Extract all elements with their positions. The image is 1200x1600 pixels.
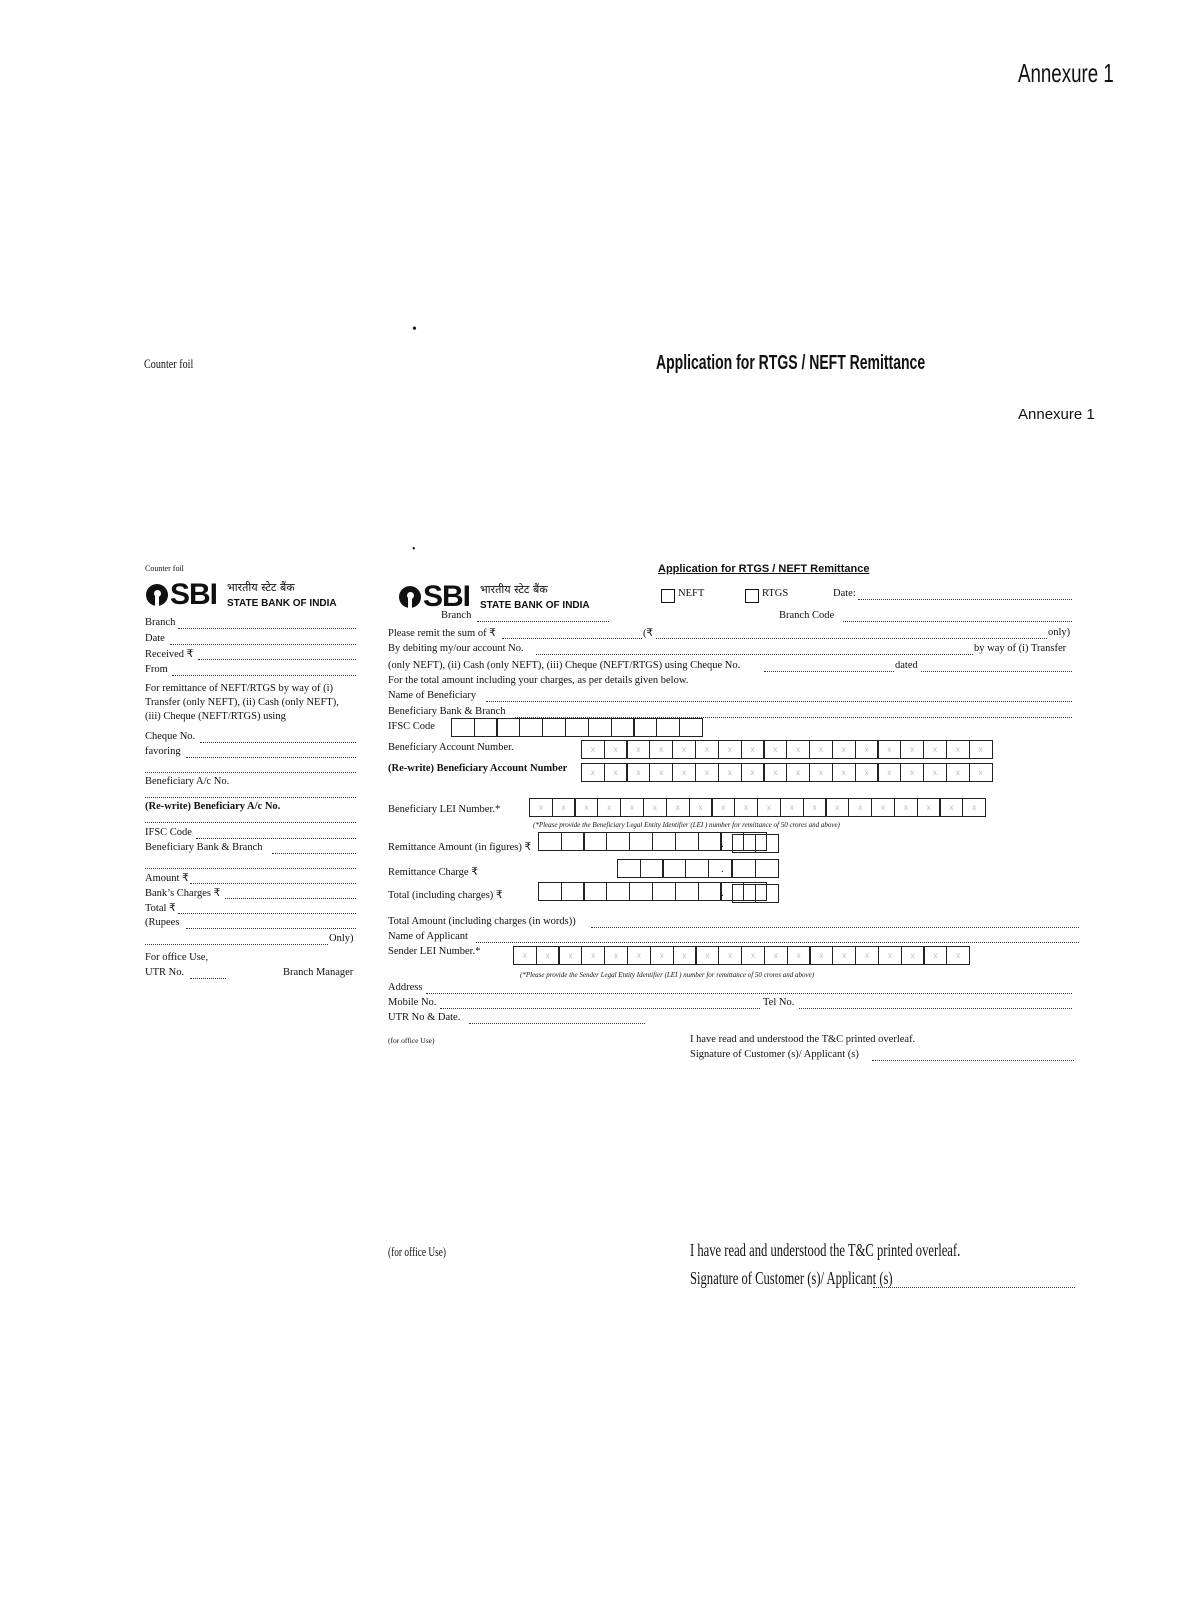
foil-rupees-field-2[interactable]	[145, 944, 328, 945]
input-box[interactable]	[698, 882, 722, 901]
input-box[interactable]: x	[939, 798, 963, 817]
foil-office-use-label: For office Use,	[145, 952, 209, 963]
sbi-keyhole-icon	[399, 586, 421, 608]
foil-ifsc-label: IFSC Code	[145, 827, 192, 838]
foil-amount-field[interactable]	[190, 883, 356, 884]
foil-branch-manager-label: Branch Manager	[283, 967, 354, 978]
beneficiary-lei-label: Beneficiary LEI Number.*	[388, 804, 501, 815]
input-box[interactable]	[542, 718, 566, 737]
input-box[interactable]: x	[649, 740, 673, 759]
input-box[interactable]: x	[757, 798, 781, 817]
input-box[interactable]	[496, 718, 520, 737]
foil-cheque-field[interactable]	[200, 742, 356, 743]
input-box[interactable]: x	[718, 740, 742, 759]
input-box[interactable]	[656, 718, 680, 737]
foil-rewrite-ac-field[interactable]	[145, 822, 356, 823]
input-box[interactable]: x	[513, 946, 537, 965]
input-box[interactable]: x	[878, 946, 902, 965]
signature-label: Signature of Customer (s)/ Applicant (s)	[690, 1049, 859, 1060]
input-box[interactable]	[611, 718, 635, 737]
annexure-heading: Annexure 1	[1018, 406, 1095, 423]
beneficiary-account-label: Beneficiary Account Number.	[388, 742, 514, 753]
input-box[interactable]: x	[787, 946, 811, 965]
total-charges-label: Total (including charges) ₹	[388, 890, 503, 901]
input-box[interactable]: x	[764, 946, 788, 965]
input-box[interactable]	[561, 832, 585, 851]
input-box[interactable]	[561, 882, 585, 901]
input-box[interactable]: x	[741, 763, 765, 782]
input-box[interactable]: x	[741, 740, 765, 759]
input-box[interactable]: x	[832, 763, 856, 782]
mobile-field[interactable]	[440, 1008, 760, 1009]
input-box[interactable]: x	[946, 946, 970, 965]
office-use-label-big: (for office Use)	[388, 1244, 447, 1259]
beneficiary-name-label: Name of Beneficiary	[388, 690, 477, 701]
remit-only-label: only)	[1048, 627, 1071, 638]
input-box[interactable]: x	[832, 740, 856, 759]
input-box[interactable]	[474, 718, 498, 737]
input-box[interactable]	[538, 832, 562, 851]
foil-charges-field[interactable]	[225, 898, 356, 899]
input-box[interactable]	[732, 884, 756, 903]
form-title-big: Application for RTGS / NEFT Remittance	[656, 352, 926, 374]
sbi-wordmark: SBI	[170, 577, 218, 611]
input-box[interactable]: x	[558, 946, 582, 965]
input-box[interactable]: x	[901, 946, 925, 965]
input-box[interactable]	[675, 882, 699, 901]
sender-lei-note: (*Please provide the Sender Legal Entity Identifier (LEI ) number for remittance of 50 crores and above)	[520, 971, 815, 979]
input-box[interactable]	[583, 882, 607, 901]
foil-ben-ac-field[interactable]	[145, 797, 356, 798]
sbi-logo-foil	[146, 577, 337, 611]
foil-branch-field[interactable]	[178, 628, 356, 629]
input-box[interactable]	[565, 718, 589, 737]
tel-label: Tel No.	[763, 997, 795, 1008]
input-box[interactable]: x	[650, 946, 674, 965]
input-box[interactable]: x	[673, 946, 697, 965]
input-box[interactable]	[451, 718, 475, 737]
input-box[interactable]: x	[604, 740, 628, 759]
input-box[interactable]: x	[923, 946, 947, 965]
input-box[interactable]: x	[962, 798, 986, 817]
foil-date-label: Date	[145, 633, 165, 644]
rtgs-checkbox[interactable]	[745, 589, 759, 603]
foil-date-field[interactable]	[170, 644, 356, 645]
input-box[interactable]	[685, 859, 709, 878]
cheque-number-field[interactable]	[764, 671, 894, 672]
total-note: For the total amount including your charges, as per details given below.	[388, 675, 689, 686]
bank-name-hindi: भारतीय स्टेट बैंक	[227, 581, 295, 594]
foil-rupees-label: (Rupees	[145, 917, 180, 928]
input-box[interactable]: x	[695, 946, 719, 965]
input-box[interactable]: x	[923, 763, 947, 782]
input-box[interactable]	[675, 832, 699, 851]
foil-rupees-field[interactable]	[186, 928, 356, 929]
foil-total-field[interactable]	[178, 913, 356, 914]
sender-lei-label: Sender LEI Number.*	[388, 946, 481, 957]
bullet-top: •	[412, 322, 417, 337]
input-box[interactable]: x	[894, 798, 918, 817]
neft-label: NEFT	[678, 588, 705, 599]
foil-remit-text-1: For remittance of NEFT/RTGS by way of (i)	[145, 683, 334, 694]
foil-favoring-label: favoring	[145, 746, 181, 757]
input-box[interactable]	[583, 832, 607, 851]
input-box[interactable]: x	[552, 798, 576, 817]
input-box[interactable]: x	[809, 740, 833, 759]
neft-checkbox[interactable]	[661, 589, 675, 603]
input-box[interactable]	[755, 834, 779, 853]
bullet-mid: •	[412, 544, 416, 555]
address-field[interactable]	[426, 993, 1072, 994]
foil-from-label: From	[145, 664, 168, 675]
input-box[interactable]: x	[855, 763, 879, 782]
input-box[interactable]: x	[711, 798, 735, 817]
foil-ben-ac-label: Beneficiary A/c No.	[145, 776, 230, 787]
foil-favoring-field-2[interactable]	[145, 772, 356, 773]
input-box[interactable]: x	[969, 763, 993, 782]
input-box[interactable]: x	[900, 763, 924, 782]
bank-name-hindi: भारतीय स्टेट बैंक	[480, 583, 548, 596]
input-box[interactable]: x	[604, 946, 628, 965]
total-charges-paise-boxes[interactable]	[733, 884, 779, 903]
signature-field[interactable]	[872, 1060, 1074, 1061]
tc-statement: I have read and understood the T&C printed overleaf.	[690, 1034, 916, 1045]
foil-received-label: Received ₹	[145, 649, 194, 660]
input-box[interactable]: x	[620, 798, 644, 817]
annexure-heading-top: Annexure 1	[1018, 58, 1114, 88]
tel-field[interactable]	[799, 1008, 1072, 1009]
foil-total-label: Total ₹	[145, 903, 176, 914]
remit-sum-field[interactable]	[502, 638, 642, 639]
foil-bank-branch-label: Beneficiary Bank & Branch	[145, 842, 263, 853]
input-box[interactable]: x	[946, 740, 970, 759]
remit-sum-label: Please remit the sum of ₹	[388, 628, 496, 639]
input-box[interactable]: x	[529, 798, 553, 817]
input-box[interactable]: x	[597, 798, 621, 817]
foil-charges-label: Bank’s Charges ₹	[145, 888, 221, 899]
input-box[interactable]: x	[536, 946, 560, 965]
input-box[interactable]: x	[803, 798, 827, 817]
remit-sum-words-field[interactable]	[656, 638, 1047, 639]
input-box[interactable]	[652, 882, 676, 901]
branch-field[interactable]	[477, 621, 609, 622]
utr-label: UTR No & Date.	[388, 1012, 461, 1023]
sbi-wordmark: SBI	[423, 579, 471, 613]
input-box[interactable]: x	[626, 740, 650, 759]
tc-statement-big: I have read and understood the T&C printed overleaf.	[690, 1240, 961, 1260]
sbi-keyhole-icon	[146, 584, 168, 606]
utr-field[interactable]	[469, 1023, 645, 1024]
input-box[interactable]	[606, 882, 630, 901]
rewrite-account-boxes[interactable]	[582, 763, 993, 782]
input-box[interactable]	[755, 859, 779, 878]
beneficiary-name-field[interactable]	[486, 701, 1072, 702]
input-box[interactable]: x	[649, 763, 673, 782]
input-box[interactable]	[588, 718, 612, 737]
applicant-label: Name of Applicant	[388, 931, 468, 942]
modes-label: (only NEFT), (ii) Cash (only NEFT), (iii) Cheque (NEFT/RTGS) using Cheque No.	[388, 660, 741, 671]
foil-branch-label: Branch	[145, 617, 176, 628]
input-box[interactable]: x	[741, 946, 765, 965]
branch-label: Branch	[441, 610, 472, 621]
input-box[interactable]: x	[718, 763, 742, 782]
input-box[interactable]: x	[786, 763, 810, 782]
signature-label-big: Signature of Customer (s)/ Applicant (s)	[690, 1268, 893, 1288]
decimal-point: .	[721, 864, 724, 875]
input-box[interactable]: x	[825, 798, 849, 817]
branch-code-label: Branch Code	[779, 610, 835, 621]
decimal-point: .	[721, 888, 724, 899]
input-box[interactable]: x	[848, 798, 872, 817]
input-box[interactable]	[633, 718, 657, 737]
input-box[interactable]	[662, 859, 686, 878]
date-label: Date:	[833, 588, 856, 599]
foil-cheque-label: Cheque No.	[145, 731, 196, 742]
sbi-logo-main	[399, 579, 590, 613]
foil-favoring-field[interactable]	[186, 757, 356, 758]
foil-remit-text-2: Transfer (only NEFT), (ii) Cash (only NEFT),	[145, 697, 339, 708]
input-box[interactable]	[732, 834, 756, 853]
dated-label: dated	[895, 660, 918, 671]
input-box[interactable]: x	[832, 946, 856, 965]
by-way-label: by way of (i) Transfer	[974, 643, 1067, 654]
input-box[interactable]: x	[695, 763, 719, 782]
input-box[interactable]	[606, 832, 630, 851]
foil-utr-label: UTR No.	[145, 967, 185, 978]
foil-ifsc-field[interactable]	[196, 838, 356, 839]
office-use-label: (for office Use)	[388, 1036, 435, 1045]
input-box[interactable]: x	[718, 946, 742, 965]
input-box[interactable]: x	[604, 763, 628, 782]
signature-field-big[interactable]	[873, 1287, 1075, 1288]
branch-code-field[interactable]	[843, 621, 1072, 622]
input-box[interactable]: x	[581, 740, 605, 759]
date-field[interactable]	[858, 599, 1072, 600]
input-box[interactable]: x	[581, 763, 605, 782]
rewrite-account-label: (Re-write) Beneficiary Account Number	[388, 763, 568, 774]
input-box[interactable]: x	[871, 798, 895, 817]
input-box[interactable]	[629, 882, 653, 901]
foil-amount-label: Amount ₹	[145, 873, 189, 884]
remit-paren-label: (₹	[643, 628, 654, 639]
foil-rewrite-ac-label: (Re-write) Beneficiary A/c No.	[145, 801, 281, 812]
beneficiary-lei-note: (*Please provide the Beneficiary Legal Entity Identifier (LEI ) number for remittance of 50 crores and above)	[533, 821, 840, 829]
input-box[interactable]	[617, 859, 641, 878]
input-box[interactable]	[519, 718, 543, 737]
input-box[interactable]: x	[809, 763, 833, 782]
input-box[interactable]: x	[672, 763, 696, 782]
input-box[interactable]: x	[917, 798, 941, 817]
remittance-charge-boxes[interactable]	[618, 859, 732, 878]
bank-name-english: STATE BANK OF INDIA	[227, 598, 337, 609]
input-box[interactable]: x	[809, 946, 833, 965]
input-box[interactable]: x	[672, 740, 696, 759]
input-box[interactable]	[755, 884, 779, 903]
remittance-charge-label: Remittance Charge ₹	[388, 867, 478, 878]
input-box[interactable]: x	[763, 763, 787, 782]
form-title: Application for RTGS / NEFT Remittance	[658, 563, 870, 575]
input-box[interactable]: x	[581, 946, 605, 965]
input-box[interactable]	[698, 832, 722, 851]
counter-foil-label-big: Counter foil	[144, 356, 194, 371]
foil-received-field[interactable]	[198, 659, 356, 660]
debit-account-field[interactable]	[536, 654, 973, 655]
mobile-label: Mobile No.	[388, 997, 437, 1008]
counter-foil-label: Counter foil	[145, 564, 184, 573]
input-box[interactable]: x	[666, 798, 690, 817]
remittance-amount-label: Remittance Amount (in figures) ₹	[388, 842, 532, 853]
input-box[interactable]	[629, 832, 653, 851]
input-box[interactable]: x	[855, 740, 879, 759]
input-box[interactable]	[652, 832, 676, 851]
input-box[interactable]: x	[877, 740, 901, 759]
total-words-label: Total Amount (including charges (in words))	[388, 916, 576, 927]
beneficiary-bank-label: Beneficiary Bank & Branch	[388, 706, 506, 717]
debit-label: By debiting my/our account No.	[388, 643, 524, 654]
address-label: Address	[388, 982, 423, 993]
foil-from-field[interactable]	[172, 675, 356, 676]
input-box[interactable]: x	[689, 798, 713, 817]
input-box[interactable]: x	[786, 740, 810, 759]
input-box[interactable]	[679, 718, 703, 737]
input-box[interactable]	[640, 859, 664, 878]
ifsc-label: IFSC Code	[388, 721, 435, 732]
foil-only-label: Only)	[329, 933, 354, 944]
input-box[interactable]	[732, 859, 756, 878]
input-box[interactable]: x	[780, 798, 804, 817]
input-box[interactable]: x	[969, 740, 993, 759]
beneficiary-lei-boxes[interactable]	[530, 798, 986, 817]
foil-bank-branch-field-2[interactable]	[145, 868, 356, 869]
beneficiary-account-boxes[interactable]	[582, 740, 993, 759]
input-box[interactable]: x	[574, 798, 598, 817]
input-box[interactable]: x	[627, 946, 651, 965]
input-box[interactable]: x	[626, 763, 650, 782]
rtgs-label: RTGS	[762, 588, 789, 599]
remittance-charge-paise-boxes[interactable]	[733, 859, 779, 878]
cheque-date-field[interactable]	[921, 671, 1072, 672]
input-box[interactable]: x	[855, 946, 879, 965]
foil-bank-branch-field[interactable]	[272, 853, 356, 854]
applicant-field[interactable]	[476, 942, 1079, 943]
foil-remit-text-3: (iii) Cheque (NEFT/RTGS) using	[145, 711, 286, 722]
total-words-field[interactable]	[591, 927, 1079, 928]
input-box[interactable]: x	[900, 740, 924, 759]
input-box[interactable]: x	[695, 740, 719, 759]
sender-lei-boxes[interactable]	[514, 946, 970, 965]
input-box[interactable]	[538, 882, 562, 901]
remittance-amount-paise-boxes[interactable]	[733, 834, 779, 853]
bank-name-english: STATE BANK OF INDIA	[480, 600, 590, 611]
input-box[interactable]: x	[923, 740, 947, 759]
input-box[interactable]: x	[734, 798, 758, 817]
input-box[interactable]: x	[643, 798, 667, 817]
input-box[interactable]: x	[946, 763, 970, 782]
foil-utr-field[interactable]	[190, 978, 226, 979]
ifsc-boxes[interactable]	[452, 718, 703, 737]
input-box[interactable]: x	[763, 740, 787, 759]
input-box[interactable]: x	[877, 763, 901, 782]
decimal-point: .	[721, 839, 724, 850]
